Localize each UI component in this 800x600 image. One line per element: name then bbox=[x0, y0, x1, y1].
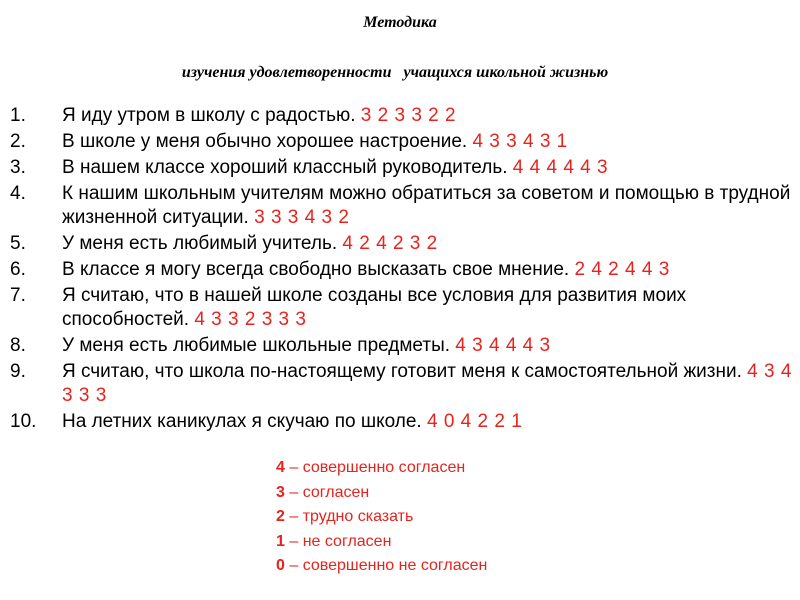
item-body bbox=[62, 410, 795, 434]
item-scores: 4 3 3 2 3 3 3 bbox=[194, 309, 307, 330]
list-item bbox=[10, 182, 795, 230]
item-number: 7. bbox=[10, 285, 26, 306]
item-scores: 2 4 2 4 4 3 bbox=[574, 259, 670, 280]
item-text: На летних каникулах я скучаю по школе. bbox=[62, 411, 422, 432]
item-number: 6. bbox=[10, 259, 26, 280]
item-body bbox=[62, 104, 795, 128]
item-text: Я считаю, что в нашей школе созданы все условия для развития моих способностей. bbox=[62, 285, 687, 330]
legend-key: 4 bbox=[276, 459, 285, 476]
item-scores: 4 2 4 2 3 2 bbox=[342, 233, 438, 254]
legend-row bbox=[276, 530, 487, 555]
item-body bbox=[62, 334, 795, 358]
legend-row bbox=[276, 481, 487, 506]
list-item bbox=[10, 410, 795, 434]
item-body bbox=[62, 130, 795, 154]
item-body bbox=[62, 156, 795, 180]
item-number: 8. bbox=[10, 335, 26, 356]
list-item bbox=[10, 232, 795, 256]
item-number: 1. bbox=[10, 105, 26, 126]
legend-key: 1 bbox=[276, 532, 285, 550]
item-body bbox=[62, 258, 795, 282]
item-text: В нашем классе хороший классный руководитель. bbox=[62, 157, 508, 178]
legend-key: 3 bbox=[276, 483, 285, 501]
item-text: Я считаю, что школа по-настоящему готовит меня к самостоятельной жизни. bbox=[62, 361, 742, 382]
legend-row bbox=[276, 554, 487, 579]
item-body bbox=[62, 232, 795, 256]
legend-label: – совершенно согласен bbox=[284, 459, 466, 476]
item-text: У меня есть любимый учитель. bbox=[62, 233, 338, 254]
list-item bbox=[10, 156, 795, 180]
item-text: К нашим школьным учителям можно обратиться за советом и помощью в трудной жизненной ситуации. bbox=[62, 183, 791, 228]
item-number: 9. bbox=[10, 361, 26, 382]
item-scores: 3 3 3 4 3 2 bbox=[254, 207, 350, 228]
legend-label: – не согласен bbox=[284, 532, 392, 550]
document-subtitle: изучения удовлетворенности учащихся школьной жизнью bbox=[181, 64, 609, 81]
item-text: В школе у меня обычно хорошее настроение. bbox=[62, 131, 468, 152]
legend-key: 0 bbox=[276, 557, 285, 574]
item-scores: 4 0 4 2 2 1 bbox=[426, 411, 523, 432]
document-title: Методика bbox=[363, 14, 437, 31]
item-body bbox=[62, 182, 795, 230]
item-text: У меня есть любимые школьные предметы. bbox=[62, 335, 451, 356]
item-scores: 4 3 4 3 3 3 bbox=[62, 361, 792, 406]
list-item bbox=[10, 334, 795, 358]
questionnaire-list bbox=[10, 104, 795, 436]
legend-key: 2 bbox=[276, 508, 285, 525]
item-scores: 3 2 3 3 2 2 bbox=[360, 105, 457, 126]
item-scores: 4 4 4 4 4 3 bbox=[512, 157, 609, 178]
item-number: 5. bbox=[10, 233, 26, 254]
legend-row bbox=[276, 505, 487, 530]
item-number: 3. bbox=[10, 157, 26, 178]
list-item bbox=[10, 104, 795, 128]
list-item bbox=[10, 360, 795, 408]
item-number: 2. bbox=[10, 131, 26, 152]
item-text: Я иду утром в школу с радостью. bbox=[62, 105, 356, 126]
list-item bbox=[10, 258, 795, 282]
legend-row bbox=[276, 456, 487, 481]
item-body bbox=[62, 360, 795, 408]
item-number: 4. bbox=[10, 183, 26, 204]
list-item bbox=[10, 284, 795, 332]
item-text: В классе я могу всегда свободно высказать свое мнение. bbox=[62, 259, 570, 280]
item-number: 10. bbox=[10, 411, 37, 432]
legend-label: – согласен bbox=[284, 483, 370, 501]
list-item bbox=[10, 130, 795, 154]
item-body bbox=[62, 284, 795, 332]
legend-label: – совершенно не согласен bbox=[284, 557, 488, 574]
score-legend bbox=[276, 456, 487, 579]
legend-label: – трудно сказать bbox=[284, 508, 414, 525]
item-scores: 4 3 3 4 3 1 bbox=[472, 131, 568, 152]
item-scores: 4 3 4 4 4 3 bbox=[455, 335, 551, 356]
